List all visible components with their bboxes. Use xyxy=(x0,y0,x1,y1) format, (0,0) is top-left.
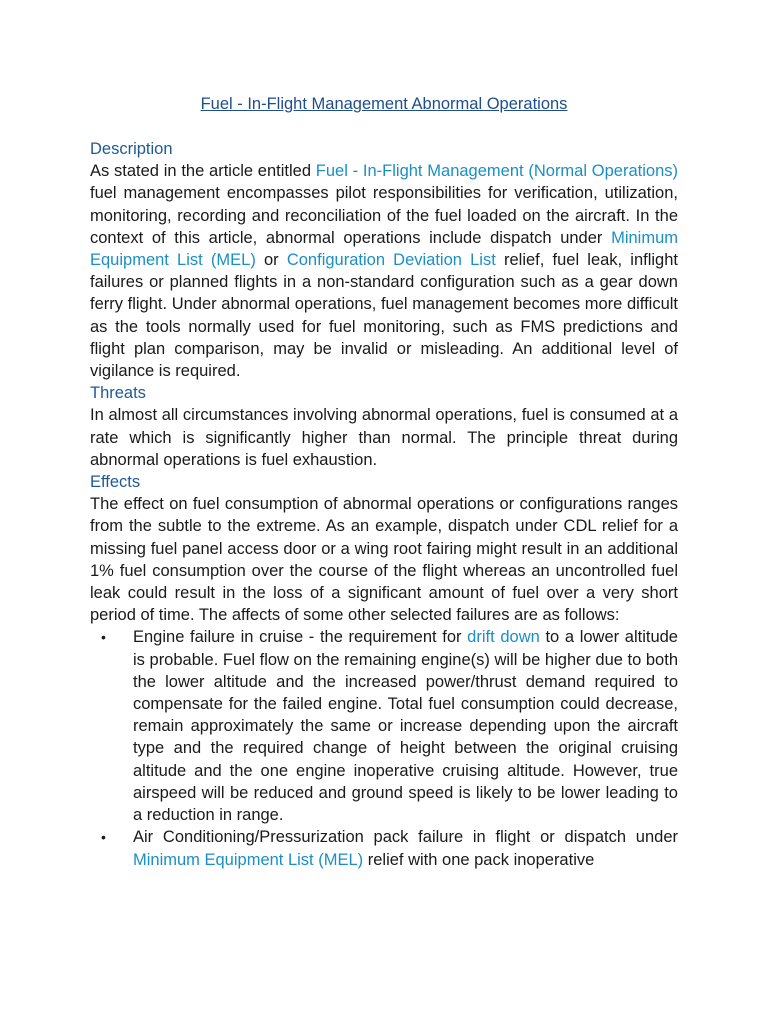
section-heading-description: Description xyxy=(90,140,173,158)
description-paragraph: As stated in the article entitled Fuel - In-Flight Management (Normal Operations) fuel management encompasses pilot responsibilities for verification, utilization, monitoring, recording and reconciliation of the fuel loaded on the aircraft. In the context of this article, abnormal operations include dispatch under Minimum Equipment List (MEL) or Configuration Deviation List relief, fuel leak, inflight failures or planned flights in a non-standard configuration such as a gear down ferry flight. Under abnormal operations, fuel management becomes more difficult as the tools normally used for fuel monitoring, such as FMS predictions and flight plan comparison, may be invalid or misleading. An additional level of vigilance is required. xyxy=(90,162,678,381)
link-configuration-deviation-list[interactable]: Configuration Deviation List xyxy=(286,251,496,270)
link-fuel-normal-operations[interactable]: Fuel - In-Flight Management (Normal Operations) xyxy=(315,162,678,181)
link-minimum-equipment-list[interactable]: Minimum Equipment List (MEL) xyxy=(90,228,678,270)
link-minimum-equipment-list-2[interactable]: Minimum Equipment List (MEL) xyxy=(133,850,364,869)
effects-paragraph: The effect on fuel consumption of abnormal operations or configurations ranges from the subtle to the extreme. As an example, dispatch under CDL relief for a missing fuel panel access door or a wing root fairing might result in an additional 1% fuel consumption over the course of the flight whereas an uncontrolled fuel leak could result in the loss of a significant amount of fuel over a very short period of time. The affects of some other selected failures are as follows: xyxy=(90,495,678,625)
article-body xyxy=(90,138,678,871)
bullet-icon: • xyxy=(101,829,106,846)
link-drift-down[interactable]: drift down xyxy=(467,628,540,647)
page-title[interactable]: Fuel - In-Flight Management Abnormal Operations xyxy=(200,95,568,113)
section-heading-effects: Effects xyxy=(90,473,141,492)
threats-paragraph: In almost all circumstances involving abnormal operations, fuel is consumed at a rate which is significantly higher than normal. The principle threat during abnormal operations is fuel exhaustion. xyxy=(90,406,678,469)
bullet-icon: • xyxy=(101,629,106,646)
section-heading-threats: Threats xyxy=(90,384,146,403)
list-item: • Engine failure in cruise - the requirement for drift down to a lower altitude is probable. Fuel flow on the remaining engine(s) will be higher due to both the lower altitude and the increased power/thrust demand required to compensate for the failed engine. Total fuel consumption could decrease, remain approximately the same or increase depending upon the aircraft type and the required change of height between the original cruising altitude and the one engine inoperative cruising altitude. However, true airspeed will be reduced and ground speed is likely to be lower leading to a reduction in range. xyxy=(101,628,678,825)
list-item: • Air Conditioning/Pressurization pack failure in flight or dispatch under Minimum Equipment List (MEL) relief with one pack inoperative xyxy=(101,828,678,869)
effects-list xyxy=(90,626,678,870)
